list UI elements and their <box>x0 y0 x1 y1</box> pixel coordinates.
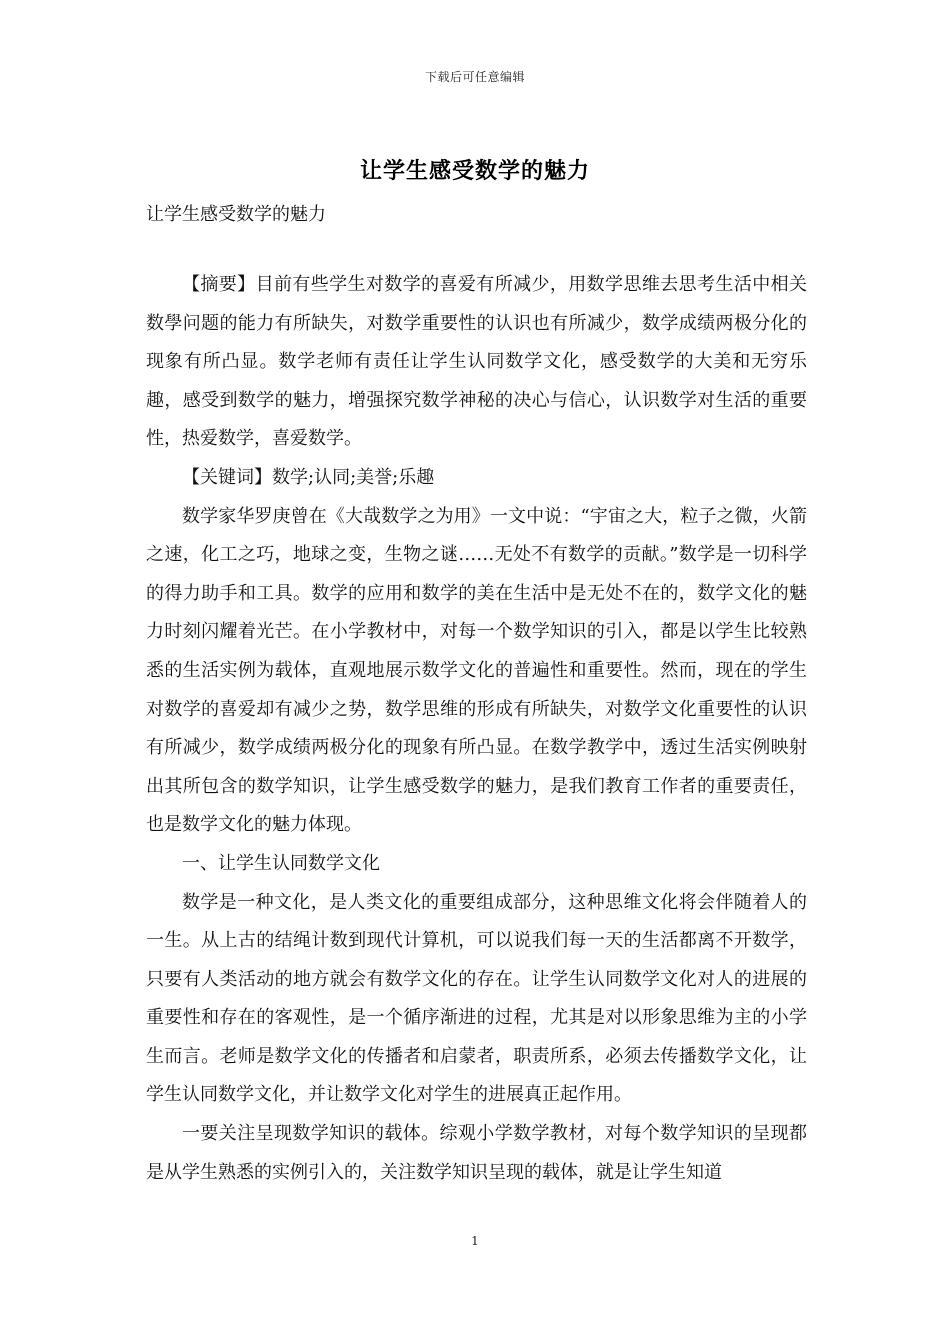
document-title: 让学生感受数学的魅力 <box>359 158 590 184</box>
abstract-paragraph: 【摘要】目前有些学生对数学的喜爱有所减少，用数学思维去思考生活中相关数學问题的能力有所缺失，对数学重要性的认识也有所减少，数学成绩两极分化的现象有所凸显。数学老师有责任让学生认同数学文化，感受数学的大美和无穷乐趣，感受到数学的魅力，增强探究数学神秘的决心与信心，认识数学对生活的重要性，热爱数学，喜爱数学。 <box>146 274 807 450</box>
body-paragraph: 数学家华罗庚曾在《大哉数学之为用》一文中说：“宇宙之大，粒子之微，火箭之速，化工之巧，地球之变，生物之谜……无处不有数学的贡献。”数学是一切科学的得力助手和工具。数学的应用和数学的美在生活中是无处不在的，数学文化的魅力时刻闪耀着光芒。在小学教材中，对每一个数学知识的引入，都是以学生比较熟悉的生活实例为载体，直观地展示数学文化的普遍性和重要性。然而，现在的学生对数学的喜爱却有减少之势，数学思维的形成有所缺失，对数学文化重要性的认识有所减少，数学成绩两极分化的现象有所凸显。在数学教学中，透过生活实例映射出其所包含的数学知识，让学生感受数学的魅力，是我们教育工作者的重要责任，也是数学文化的魅力体现。 <box>146 505 807 836</box>
page-number: 1 <box>471 1234 479 1248</box>
header-note: 下载后可任意编辑 <box>424 70 525 84</box>
document-subtitle: 让学生感受数学的魅力 <box>146 204 326 225</box>
section-heading: 一、让学生认同数学文化 <box>182 852 380 874</box>
document-body <box>146 266 807 1192</box>
body-paragraph: 一要关注呈现数学知识的载体。综观小学数学教材，对每个数学知识的呈现都是从学生熟悉的实例引入的，关注数学知识呈现的载体，就是让学生知道 <box>146 1123 807 1183</box>
keywords-paragraph: 【关键词】数学;认同;美誉;乐趣 <box>182 466 435 488</box>
body-paragraph: 数学是一种文化，是人类文化的重要组成部分，这种思维文化将会伴随着人的一生。从上古的结绳计数到现代计算机，可以说我们每一天的生活都离不开数学，只要有人类活动的地方就会有数学文化的存在。让学生认同数学文化对人的进展的重要性和存在的客观性，是一个循序渐进的过程，尤其是对以形象思维为主的小学生而言。老师是数学文化的传播者和启蒙者，职责所系，必须去传播数学文化，让学生认同数学文化，并让数学文化对学生的进展真正起作用。 <box>146 891 807 1106</box>
